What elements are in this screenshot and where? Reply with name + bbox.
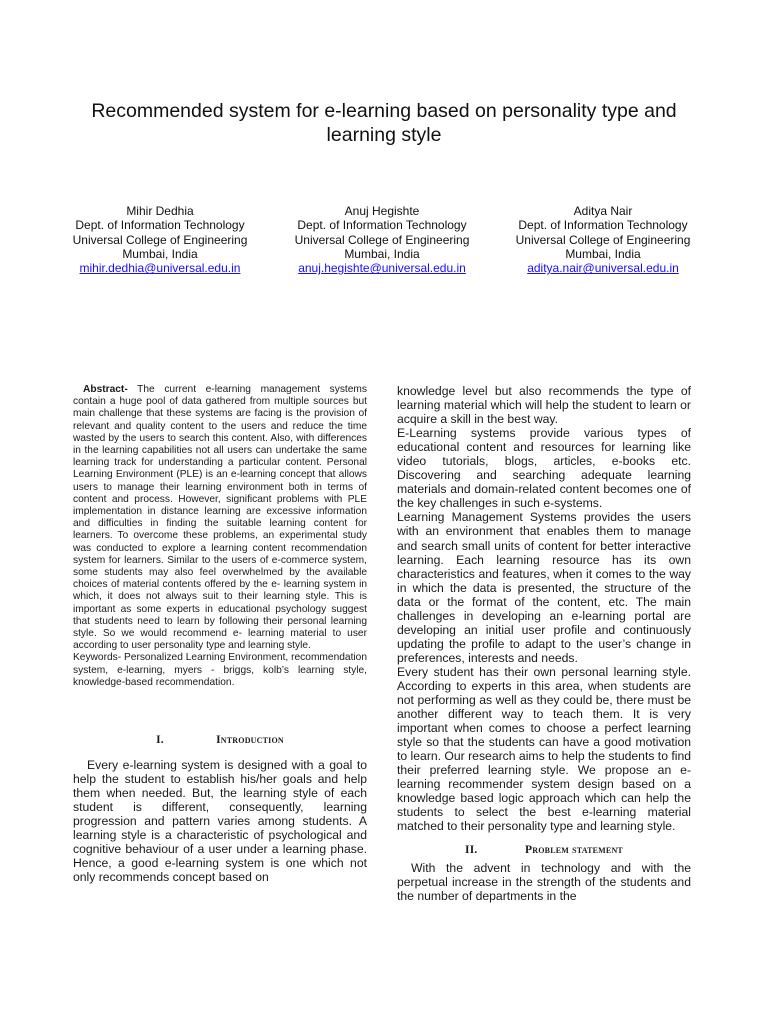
author-name: Anuj Hegishte	[344, 204, 420, 218]
section-title: Introduction	[216, 734, 284, 747]
author-email-link[interactable]: anuj.hegishte@universal.edu.in	[298, 261, 466, 276]
author-location: Mumbai, India	[344, 246, 420, 261]
author-location: Mumbai, India	[565, 246, 641, 261]
author-location: Mumbai, India	[122, 246, 198, 261]
author-dept: Dept. of Information Technology	[518, 218, 688, 233]
author-dept: Dept. of Information Technology	[297, 218, 467, 233]
body-paragraph: knowledge level but also recommends the type of learning material which will help the student to learn or acquire a skill in the best way.	[397, 384, 691, 427]
author-name: Mihir Dedhia	[126, 204, 194, 218]
author-college: Universal College of Engineering	[294, 232, 470, 247]
author-block	[60, 204, 260, 275]
paper-title: Recommended system for e-learning based on personality type and learning style	[91, 100, 677, 147]
right-column	[397, 384, 691, 903]
section-heading-introduction	[73, 734, 367, 746]
abstract-text: The current e-learning management systems contain a huge pool of data gathered from multiple sources but main challenge that these systems are facing is the provision of relevant and quality content to the users and reduce the time wasted by the users to search this content. Also, with differences in the learning capabilities not all users can undertake the same learning track for understanding a particular content. Personal Learning Environment (PLE) is an e-learning concept that allows users to manage their learning environment both in terms of content and process. However, significant problems with PLE implementation in distance learning are excessive information and difficulties in finding the suitable learning content for learners. To overcome these problems, an experimental study was conducted to explore a learning content recommendation system for learners. Similar to the users of e-commerce system, some students may also feel overwhelmed by the available choices of material contents offered by the e- learning system in which, it does not always suit to their learning style. This is important as some experts in educational psychology suggest that students need to learn by following their personal learning style. So we would recommend e- learning material to user according to user personality type and learning style.	[73, 384, 367, 652]
problem-paragraph: With the advent in technology and with the perpetual increase in the strength of the students and the number of departments in the	[397, 860, 691, 903]
section-heading-problem-statement	[397, 844, 691, 856]
author-name: Aditya Nair	[573, 204, 633, 218]
author-email-link[interactable]: mihir.dedhia@universal.edu.in	[79, 261, 241, 276]
abstract	[73, 384, 367, 652]
body-paragraph: E-Learning systems provide various types of educational content and resources for learning like video tutorials, blogs, articles, e-books etc. Discovering and searching adequate learning materials and domain-related content becomes one of the key challenges in such e-systems.	[397, 426, 691, 511]
section-number: II.	[465, 843, 478, 856]
keywords: Keywords- Personalized Learning Environment, recommendation system, e-learning, myers - briggs, kolb’s learning style, knowledge-based recommendation.	[73, 652, 367, 688]
abstract-label: Abstract-	[83, 384, 128, 395]
author-block	[282, 204, 482, 275]
author-college: Universal College of Engineering	[515, 232, 691, 247]
section-number: I.	[156, 734, 164, 747]
author-dept: Dept. of Information Technology	[75, 218, 245, 233]
section-title: Problem statement	[525, 843, 623, 856]
author-block	[503, 204, 703, 275]
left-column	[73, 384, 367, 885]
body-paragraph: Every student has their own personal learning style. According to experts in this area, when students are not performing as well as they could be, there must be another different way to teach them. It is very important when comes to choose a perfect learning style so that the students can have a good motivation to learn. Our research aims to help the students to find their preferred learning style. We propose an e-learning recommender system design based on a knowledge based logic approach which can help the students to select the best e-learning material matched to their personality type and learning style.	[397, 664, 692, 834]
introduction-paragraph: Every e-learning system is designed with a goal to help the student to establish his/her goals and help them when needed. But, the learning style of each student is different, consequently, learning progression and pattern varies among students. A learning style is a characteristic of psychological and cognitive behaviour of a user under a learning phase. Hence, a good e-learning system is one which not only recommends concept based on	[73, 758, 367, 885]
body-paragraph: Learning Management Systems provides the users with an environment that enables them to manage and search small units of content for better interactive learning. Each learning resource has its own characteristics and features, when it comes to the way in which the data is presented, the structure of the data or the format of the content, etc. The main challenges in developing an e-learning portal are developing an initial user profile and continuously updating the profile to adapt to the user’s change in preferences, interests and needs.	[397, 510, 691, 665]
author-email-link[interactable]: aditya.nair@universal.edu.in	[527, 261, 679, 276]
author-college: Universal College of Engineering	[72, 232, 248, 247]
